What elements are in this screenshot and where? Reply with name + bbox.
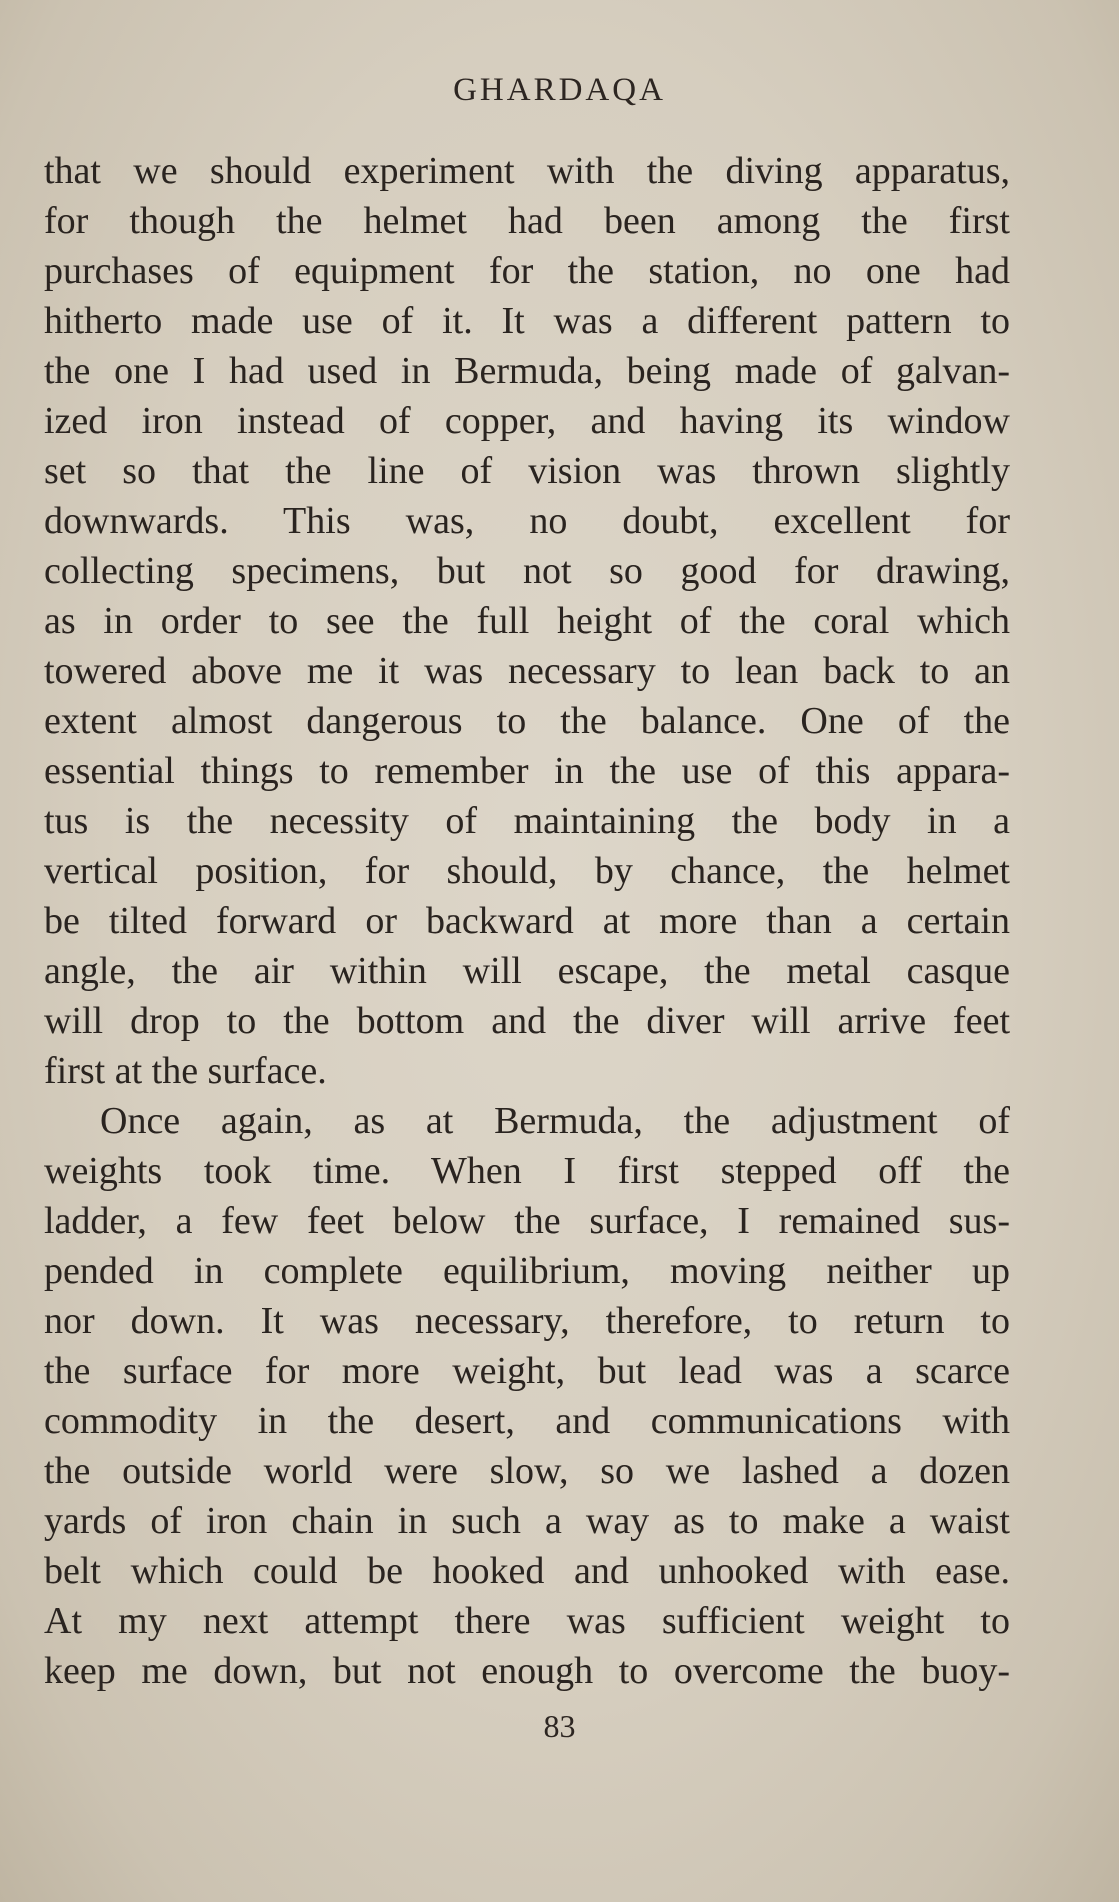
text-line: downwards. This was, no doubt, excellent for (44, 500, 1010, 542)
text-line: for though the helmet had been among the first (44, 200, 1010, 242)
text-line: commodity in the desert, and communications with (44, 1400, 1010, 1442)
text-line: tus is the necessity of maintaining the body in a (44, 800, 1010, 842)
text-line: collecting specimens, but not so good for drawing, (44, 550, 1010, 592)
text-line: be tilted forward or backward at more than a certain (44, 900, 1010, 942)
text-line: extent almost dangerous to the balance. One of the (44, 700, 1010, 742)
text-line: pended in complete equilibrium, moving neither up (44, 1250, 1010, 1292)
text-line: keep me down, but not enough to overcome the buoy- (44, 1650, 1010, 1692)
text-line: as in order to see the full height of the coral which (44, 600, 1010, 642)
text-line: angle, the air within will escape, the metal casque (44, 950, 1010, 992)
page-number: 83 (543, 1708, 576, 1744)
text-line: weights took time. When I first stepped off the (44, 1150, 1010, 1192)
paragraph-1 (44, 146, 1010, 1096)
body-text (44, 146, 1010, 1696)
text-line: towered above me it was necessary to lean back to an (44, 650, 1010, 692)
text-line: nor down. It was necessary, therefore, to return to (44, 1300, 1010, 1342)
text-line: the one I had used in Bermuda, being made of galvan- (44, 350, 1010, 392)
running-head: GHARDAQA (453, 72, 666, 108)
paragraph-2 (44, 1096, 1010, 1696)
text-line: that we should experiment with the diving apparatus, (44, 150, 1010, 192)
text-line: belt which could be hooked and unhooked with ease. (44, 1550, 1010, 1592)
text-line: essential things to remember in the use of this appara- (44, 750, 1010, 792)
text-line: vertical position, for should, by chance, the helmet (44, 850, 1010, 892)
text-line: the outside world were slow, so we lashed a dozen (44, 1450, 1010, 1492)
text-line: Once again, as at Bermuda, the adjustment of (100, 1100, 1010, 1142)
text-line: set so that the line of vision was thrown slightly (44, 450, 1010, 492)
text-line: purchases of equipment for the station, no one had (44, 250, 1010, 292)
text-line: At my next attempt there was sufficient weight to (44, 1600, 1010, 1642)
text-line: first at the surface. (44, 1050, 327, 1092)
text-line: hitherto made use of it. It was a different pattern to (44, 300, 1010, 342)
text-line: ized iron instead of copper, and having its window (44, 400, 1010, 442)
text-line: the surface for more weight, but lead was a scarce (44, 1350, 1010, 1392)
text-line: yards of iron chain in such a way as to make a waist (44, 1500, 1010, 1542)
text-line: will drop to the bottom and the diver will arrive feet (44, 1000, 1010, 1042)
text-line: ladder, a few feet below the surface, I remained sus- (44, 1200, 1010, 1242)
